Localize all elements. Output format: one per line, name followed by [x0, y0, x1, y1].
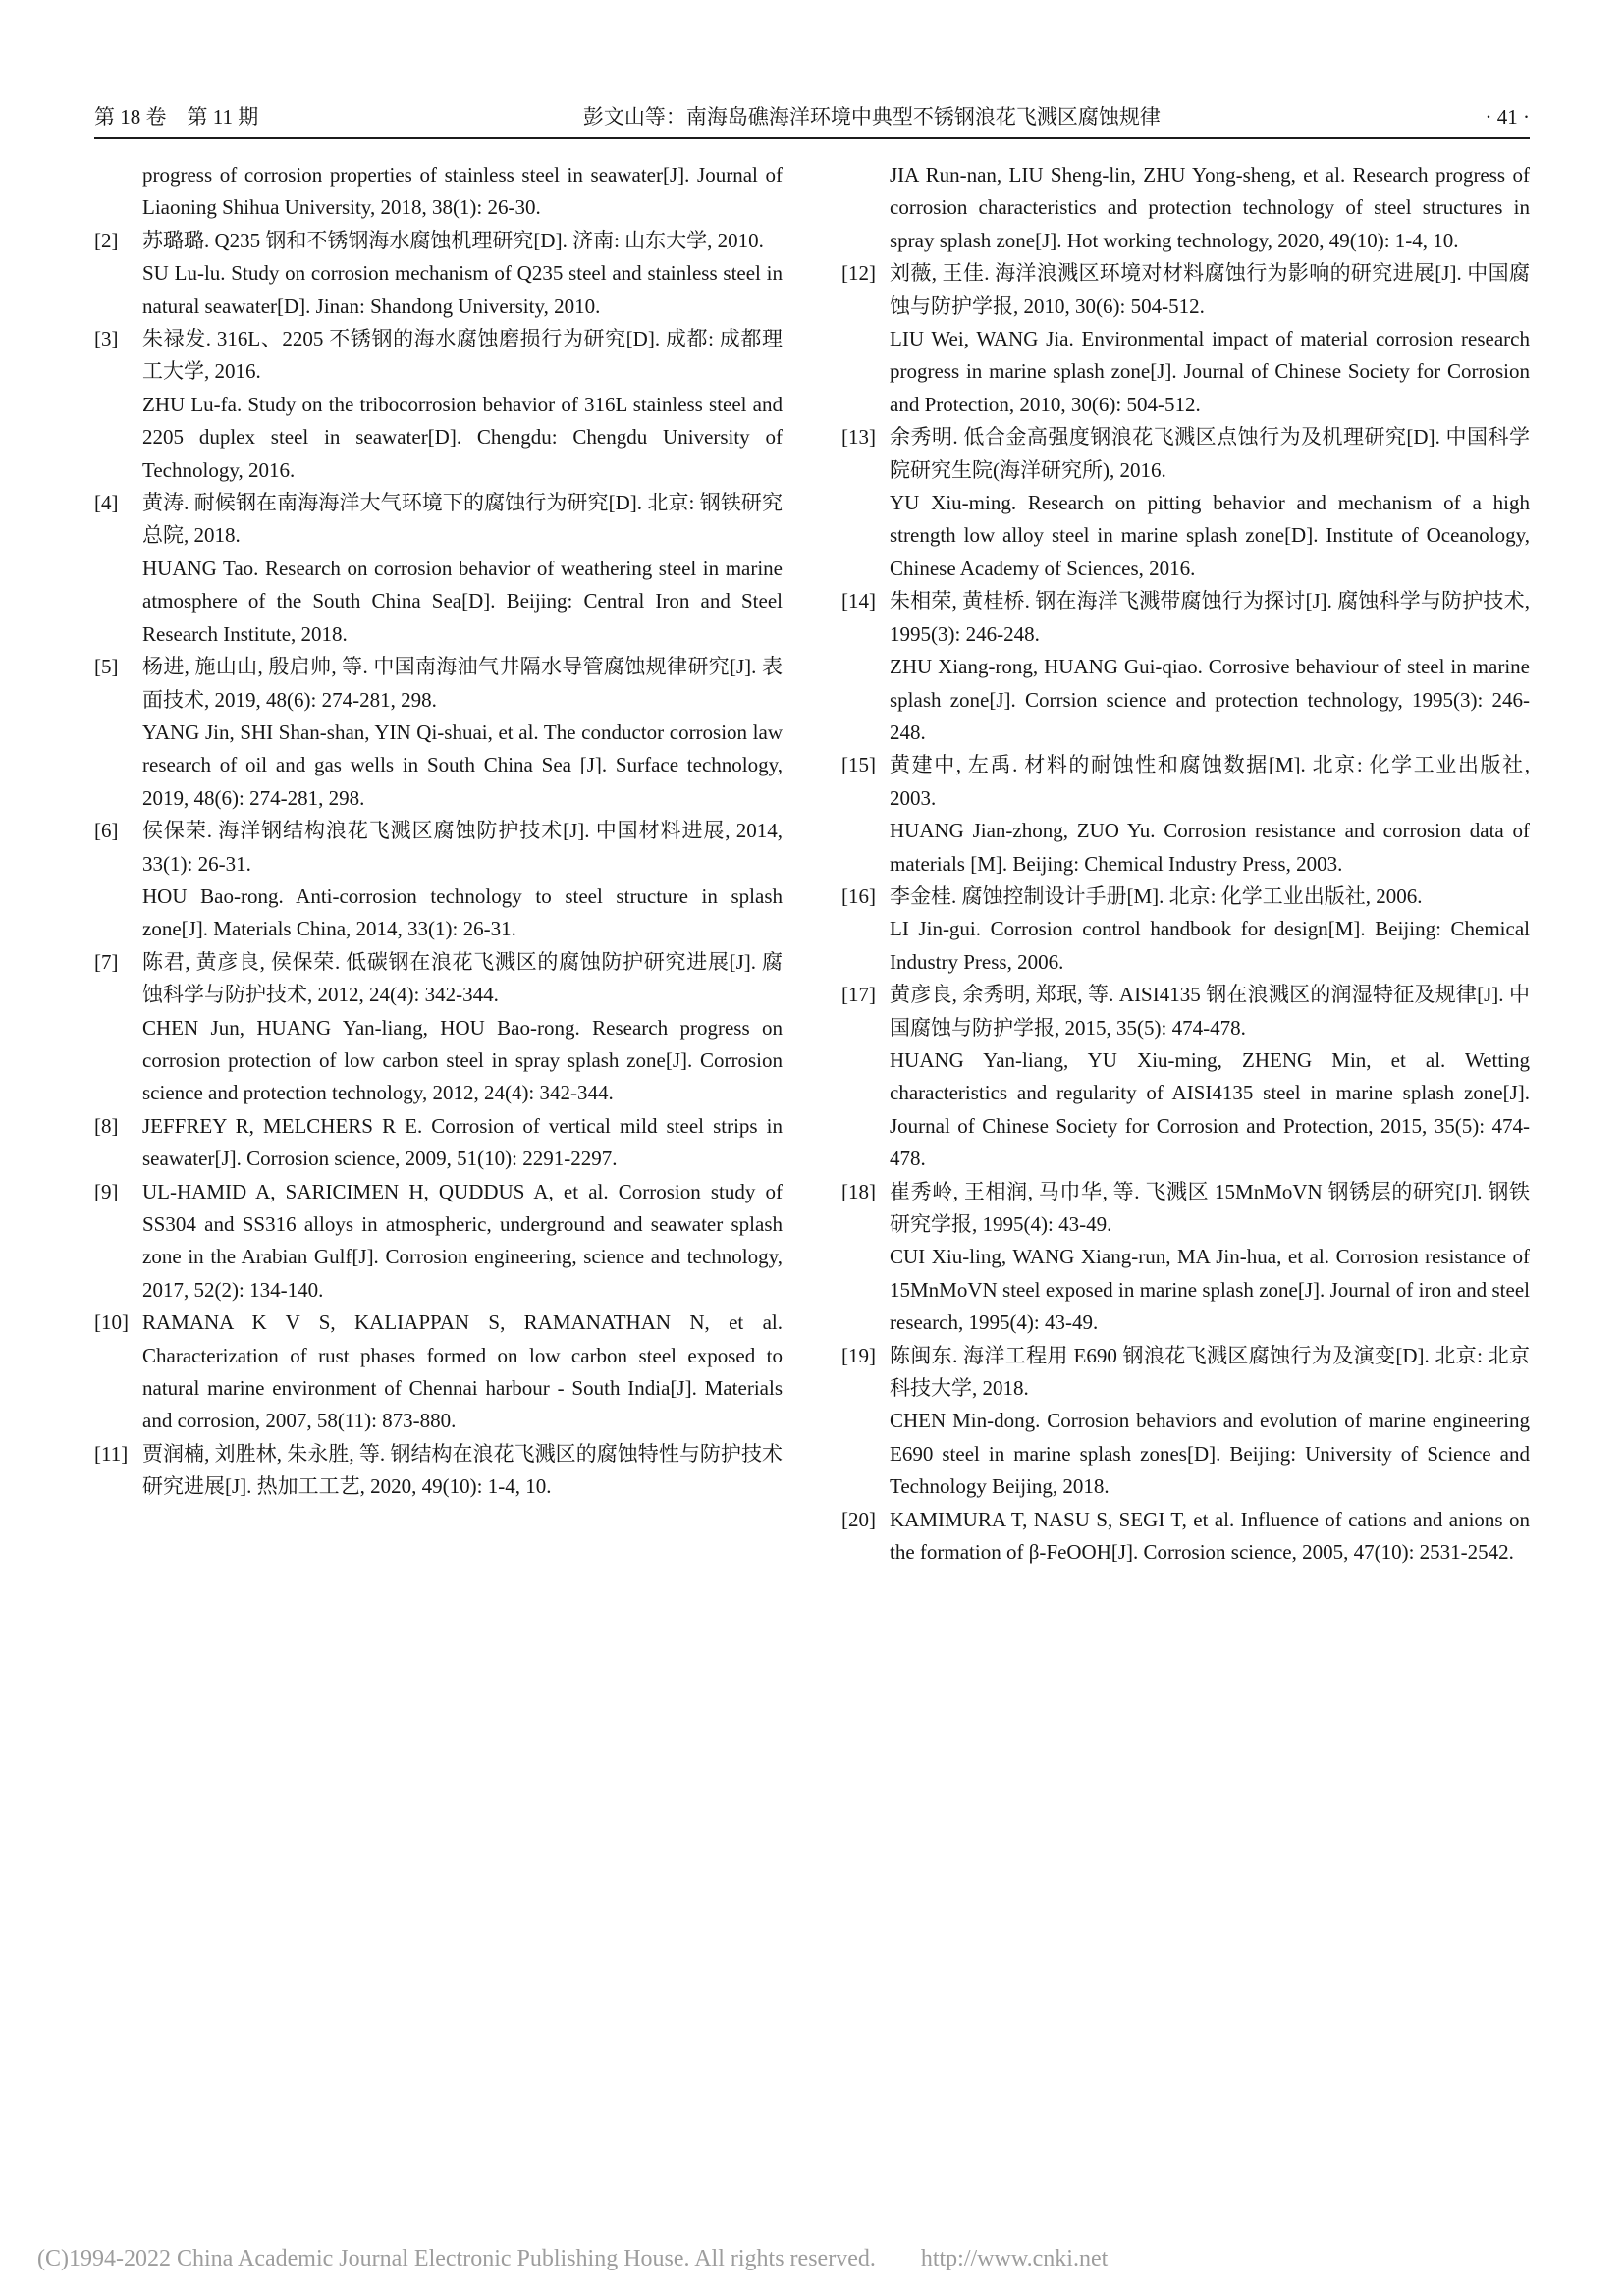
reference-number: [15] — [841, 753, 876, 777]
reference-item — [94, 487, 783, 651]
reference-number: [8] — [94, 1113, 119, 1138]
reference-text: 朱禄发. 316L、2205 不锈钢的海水腐蚀磨损行为研究[D]. 成都: 成都理工大学, 2016. — [142, 327, 783, 384]
reference-text: HUANG Tao. Research on corrosion behavior of weathering steel in marine atmosphere of the South China Sea[D]. Beijing: Central Iron and Steel Research Institute, 2018. — [142, 556, 783, 646]
reference-number: [12] — [841, 261, 876, 286]
reference-number: [16] — [841, 883, 876, 908]
reference-text: RAMANA K V S, KALIAPPAN S, RAMANATHAN N, et al. Characterization of rust phases formed on low carbon steel exposed to natural marine environment of Chennai harbour - South India[J]. Materials and corrosion, 2007, 58(11): 873-880. — [142, 1310, 783, 1433]
reference-number: [13] — [841, 425, 876, 450]
reference-text: HOU Bao-rong. Anti-corrosion technology to steel structure in splash zone[J]. Materials China, 2014, 33(1): 26-31. — [142, 883, 783, 941]
reference-number: [5] — [94, 655, 119, 679]
reference-number: [17] — [841, 983, 876, 1007]
reference-text: 苏璐璐. Q235 钢和不锈钢海水腐蚀机理研究[D]. 济南: 山东大学, 2010. — [142, 228, 764, 252]
reference-item — [94, 815, 783, 946]
reference-number: [7] — [94, 949, 119, 974]
references-body — [94, 159, 1530, 1569]
reference-text: 黄涛. 耐候钢在南海海洋大气环境下的腐蚀行为研究[D]. 北京: 钢铁研究总院, 2018. — [142, 491, 783, 548]
reference-item — [94, 651, 783, 815]
reference-text: HUANG Jian-zhong, ZUO Yu. Corrosion resistance and corrosion data of materials [M]. Beijing: Chemical Industry Press, 2003. — [890, 819, 1530, 876]
reference-text: LIU Wei, WANG Jia. Environmental impact of material corrosion research progress in marine splash zone[J]. Journal of Chinese Society for Corrosion and Protection, 2010, 30(6): 504-512. — [890, 327, 1530, 416]
reference-text: 黄建中, 左禹. 材料的耐蚀性和腐蚀数据[M]. 北京: 化学工业出版社, 2003. — [890, 753, 1530, 810]
reference-number: [4] — [94, 491, 119, 515]
reference-number: [18] — [841, 1179, 876, 1203]
reference-number: [6] — [94, 819, 119, 843]
reference-text: 杨进, 施山山, 殷启帅, 等. 中国南海油气井隔水导管腐蚀规律研究[J]. 表面技术, 2019, 48(6): 274-281, 298. — [142, 655, 783, 712]
reference-text: YU Xiu-ming. Research on pitting behavior and mechanism of a high strength low alloy steel in marine splash zone[D]. Institute of Oceanology, Chinese Academy of Sciences, 2016. — [890, 491, 1530, 580]
reference-text: 刘薇, 王佳. 海洋浪溅区环境对材料腐蚀行为影响的研究进展[J]. 中国腐蚀与防护学报, 2010, 30(6): 504-512. — [890, 261, 1530, 318]
reference-text: ZHU Lu-fa. Study on the tribocorrosion behavior of 316L stainless steel and 2205 duplex steel in seawater[D]. Chengdu: Chengdu University of Technology, 2016. — [142, 392, 783, 482]
reference-text: 陈闽东. 海洋工程用 E690 钢浪花飞溅区腐蚀行为及演变[D]. 北京: 北京科技大学, 2018. — [890, 1343, 1530, 1401]
reference-text: CUI Xiu-ling, WANG Xiang-run, MA Jin-hua, et al. Corrosion resistance of 15MnMoVN steel exposed in marine splash zone[J]. Journal of iron and steel research, 1995(4): 43-49. — [890, 1245, 1530, 1335]
reference-item — [841, 1504, 1530, 1570]
reference-item — [94, 225, 783, 323]
reference-item — [94, 1307, 783, 1438]
reference-text: HUANG Yan-liang, YU Xiu-ming, ZHENG Min, et al. Wetting characteristics and regularity of AISI4135 steel in marine splash zone[J]. Journal of Chinese Society for Corrosion and Protection, 2015, 35(5): 474-478. — [890, 1047, 1530, 1171]
reference-text: JIA Run-nan, LIU Sheng-lin, ZHU Yong-sheng, et al. Research progress of corrosion characteristics and protection technology of steel structures in spray splash zone[J]. Hot working technology, 2020, 49(10): 1-4, 10. — [890, 163, 1530, 252]
reference-text: ZHU Xiang-rong, HUANG Gui-qiao. Corrosive behaviour of steel in marine splash zone[J]. Corrsion science and protection technology, 1995(3): 246-248. — [890, 655, 1530, 744]
reference-item — [841, 421, 1530, 585]
reference-text: LI Jin-gui. Corrosion control handbook for design[M]. Beijing: Chemical Industry Press, 2006. — [890, 917, 1530, 974]
page-footer — [37, 2246, 1108, 2272]
reference-item — [841, 257, 1530, 421]
footer-copyright-text: (C)1994-2022 China Academic Journal Electronic Publishing House. All rights reserved. — [37, 2246, 876, 2271]
reference-number: [3] — [94, 327, 119, 351]
reference-item — [94, 323, 783, 487]
reference-text: JEFFREY R, MELCHERS R E. Corrosion of vertical mild steel strips in seawater[J]. Corrosion science, 2009, 51(10): 2291-2297. — [142, 1113, 783, 1171]
reference-item — [841, 585, 1530, 749]
reference-item — [841, 159, 1530, 257]
reference-text: 崔秀岭, 王相润, 马巾华, 等. 飞溅区 15MnMoVN 钢锈层的研究[J]. 钢铁研究学报, 1995(4): 43-49. — [890, 1179, 1530, 1236]
reference-text: 贾润楠, 刘胜林, 朱永胜, 等. 钢结构在浪花飞溅区的腐蚀特性与防护技术研究进展[J]. 热加工工艺, 2020, 49(10): 1-4, 10. — [142, 1441, 783, 1499]
reference-text: 朱相荣, 黄桂桥. 钢在海洋飞溅带腐蚀行为探讨[J]. 腐蚀科学与防护技术, 1995(3): 246-248. — [890, 589, 1530, 646]
reference-number: [11] — [94, 1441, 129, 1466]
reference-number: [14] — [841, 589, 876, 614]
reference-item — [841, 749, 1530, 881]
reference-item — [841, 1176, 1530, 1340]
reference-item — [841, 979, 1530, 1175]
reference-text: UL-HAMID A, SARICIMEN H, QUDDUS A, et al. Corrosion study of SS304 and SS316 alloys in atmospheric, underground and seawater splash zone in the Arabian Gulf[J]. Corrosion engineering, science and technology, 2017, 52(2): 134-140. — [142, 1179, 783, 1302]
header-running-title: 彭文山等：南海岛礁海洋环境中典型不锈钢浪花飞溅区腐蚀规律 — [582, 105, 1161, 129]
reference-item — [841, 881, 1530, 979]
reference-text: CHEN Jun, HUANG Yan-liang, HOU Bao-rong. Research progress on corrosion protection of low carbon steel in spray splash zone[J]. Corrosion science and protection technology, 2012, 24(4): 342-344. — [142, 1015, 783, 1105]
reference-item — [841, 1340, 1530, 1504]
reference-text: 李金桂. 腐蚀控制设计手册[M]. 北京: 化学工业出版社, 2006. — [890, 883, 1423, 908]
reference-item — [94, 1438, 783, 1504]
reference-text: 陈君, 黄彦良, 侯保荣. 低碳钢在浪花飞溅区的腐蚀防护研究进展[J]. 腐蚀科学与防护技术, 2012, 24(4): 342-344. — [142, 949, 783, 1007]
reference-item — [94, 946, 783, 1110]
reference-text: KAMIMURA T, NASU S, SEGI T, et al. Influence of cations and anions on the formation of β-FeOOH[J]. Corrosion science, 2005, 47(10): 2531-2542. — [890, 1507, 1530, 1565]
footer-cnki-url: http://www.cnki.net — [920, 2246, 1109, 2271]
reference-number: [2] — [94, 228, 119, 252]
reference-text: progress of corrosion properties of stainless steel in seawater[J]. Journal of Liaoning Shihua University, 2018, 38(1): 26-30. — [142, 163, 783, 220]
reference-number: [19] — [841, 1343, 876, 1367]
page-header — [94, 101, 1530, 131]
reference-item — [94, 1110, 783, 1176]
reference-text: YANG Jin, SHI Shan-shan, YIN Qi-shuai, et al. The conductor corrosion law research of oil and gas wells in South China Sea [J]. Surface technology, 2019, 48(6): 274-281, 298. — [142, 720, 783, 810]
reference-item — [94, 1176, 783, 1308]
reference-text: 侯保荣. 海洋钢结构浪花飞溅区腐蚀防护技术[J]. 中国材料进展, 2014, 33(1): 26-31. — [142, 819, 783, 876]
reference-number: [20] — [841, 1507, 876, 1531]
header-divider-line — [94, 137, 1530, 139]
reference-number: [9] — [94, 1179, 119, 1203]
header-volume-issue: 第 18 卷 第 11 期 — [94, 105, 259, 129]
reference-text: 黄彦良, 余秀明, 郑珉, 等. AISI4135 钢在浪溅区的润湿特征及规律[J]. 中国腐蚀与防护学报, 2015, 35(5): 474-478. — [890, 983, 1530, 1040]
header-page-number: · 41 · — [1485, 105, 1530, 129]
reference-text: CHEN Min-dong. Corrosion behaviors and evolution of marine engineering E690 steel in marine splash zones[D]. Beijing: University of Science and Technology Beijing, 2018. — [890, 1409, 1530, 1499]
references-column-left — [94, 159, 783, 1569]
reference-number: [10] — [94, 1310, 129, 1335]
reference-item — [94, 159, 783, 225]
references-column-right — [841, 159, 1530, 1569]
reference-text: 余秀明. 低合金高强度钢浪花飞溅区点蚀行为及机理研究[D]. 中国科学院研究生院(海洋研究所), 2016. — [890, 425, 1530, 482]
reference-text: SU Lu-lu. Study on corrosion mechanism of Q235 steel and stainless steel in natural seawater[D]. Jinan: Shandong University, 2010. — [142, 261, 783, 318]
